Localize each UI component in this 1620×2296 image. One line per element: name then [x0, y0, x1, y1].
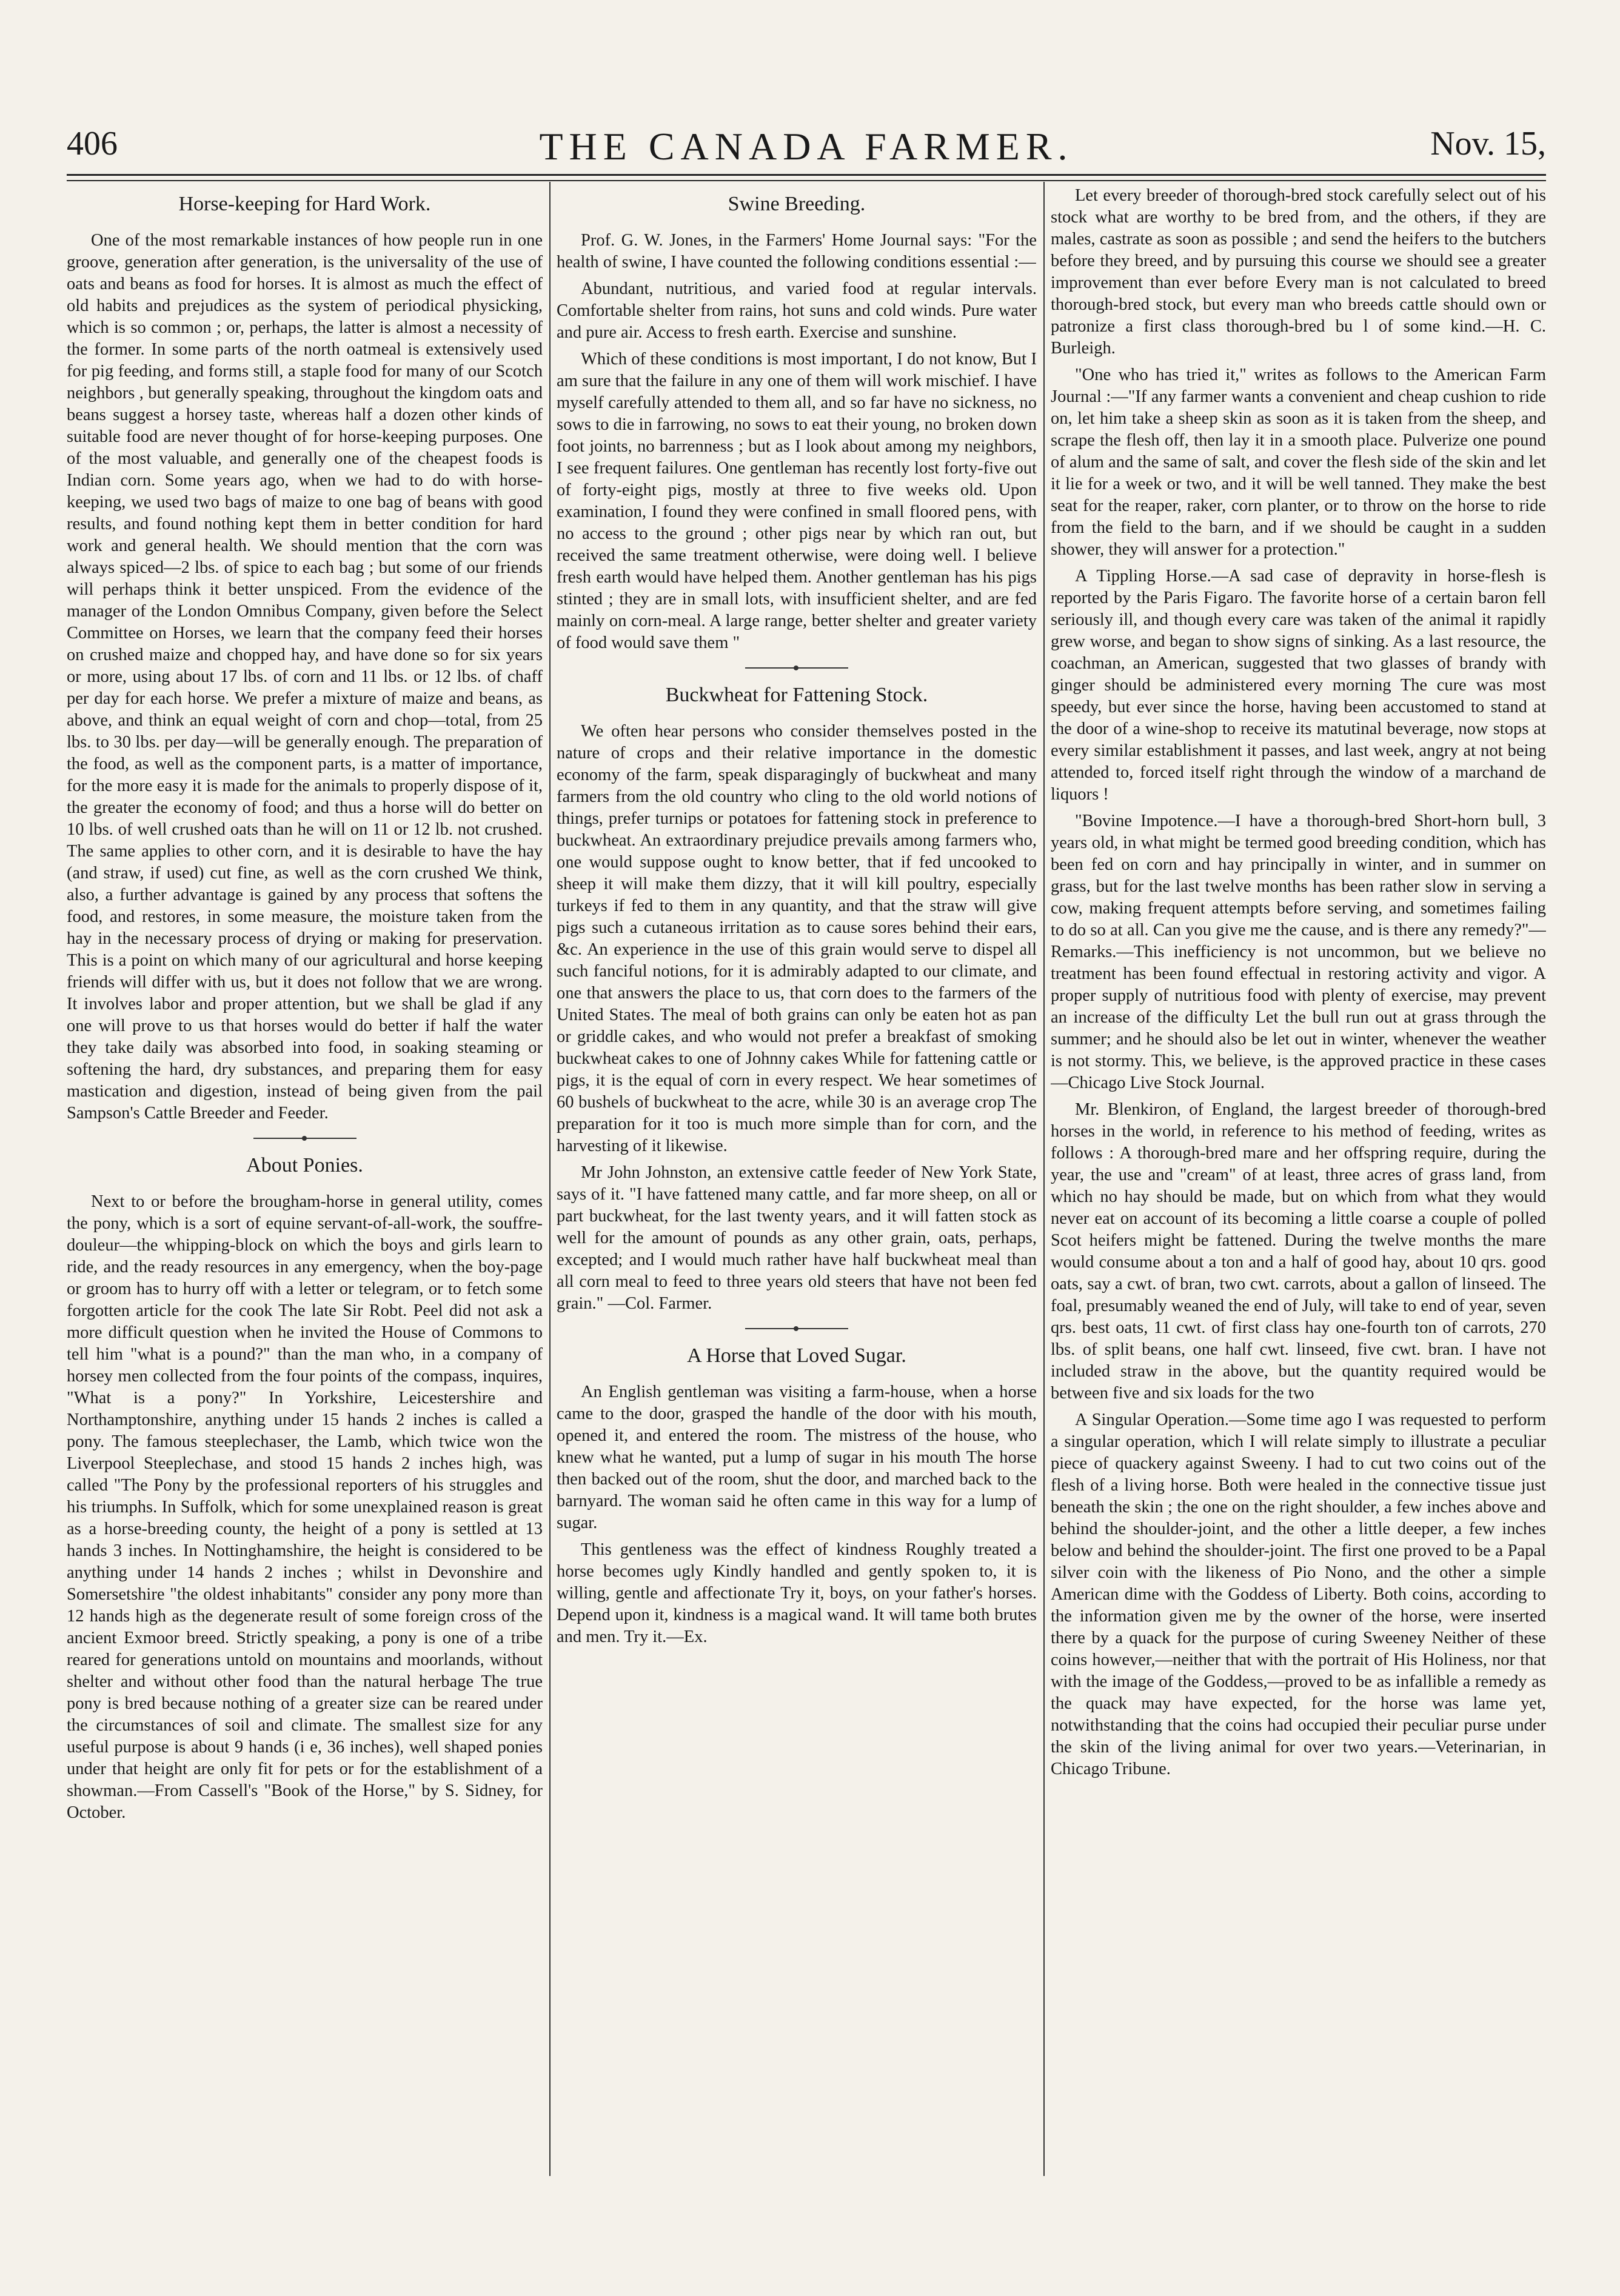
article-paragraph: This gentleness was the effect of kindness Roughly treated a horse becomes ugly Kindly handled and gently spoken to, it is willing, gentle and affectionate Try it, boys, on your father's horses. Depend upon it, kindness is a magical wand. It will tame both brutes and men. Try it.—Ex. — [557, 1540, 1037, 1646]
column-divider — [1043, 182, 1045, 2176]
masthead — [67, 124, 1546, 179]
article-paragraph: Let every breeder of thorough-bred stock carefully select out of his stock what are worthy to be bred from, and the others, if they are males, castrate as soon as possible ; and send the heifers to the butchers before they breed, and by pursuing this course we should see a greater improvement than ever before Every man is not calculated to breed thorough-bred stock, but every man who breeds cattle should own or patronize a first class thorough-bred bu l of some kind.—H. C. Burleigh. — [1051, 186, 1546, 358]
article-paragraph: One of the most remarkable instances of how people run in one groove, generation after generation, is the universality of the use of oats and beans as food for horses. It is almost as much the effect of old habits and prejudices as the system of periodical physicking, which is so common ; or, perhaps, the latter is almost a necessity of the former. In some parts of the north oatmeal is extensively used for pig feeding, and forms still, a staple food for many of our Scotch neighbors , but generally speaking, throughout the kingdom oats and beans suggest a horsey taste, whereas half a dozen other kinds of suitable food are never thought of for horse-keeping purposes. One of the most valuable, and generally one of the cheapest foods is Indian corn. Some years ago, when we had to do with horse-keeping, we used two bags of maize to one bag of beans with good results, and found nothing kept them in better condition for hard work and general health. We should mention that the corn was always spiced—2 lbs. of spice to each bag ; but some of our friends will perhaps think it better unspiced. From the evidence of the manager of the London Omnibus Company, given before the Select Committee on Horses, we learn that the company feed their horses on crushed maize and chopped hay, and have done so for six years or more, using about 17 lbs. of corn and 11 lbs. or 12 lbs. of chaff per day for each horse. We prefer a mixture of maize and beans, as above, and think an equal weight of corn and chop—total, from 25 lbs. to 30 lbs. per day—will be generally enough. The preparation of the food, as well as the component parts, is a matter of importance, for the more easy it is made for the animals to properly dispose of it, the greater the economy of food; and thus a horse will do better on 10 lbs. of well crushed oats than he will on 11 or 12 lb. not crushed. The same applies to other corn, and it is desirable to have the hay (and straw, if used) cut fine, as well as the corn crushed We think, also, a further advantage is gained by any process that softens the food, and restores, in some measure, the moisture taken from the hay in the necessary process of drying or making for preservation. This is a point on which many of our agricultural and horse keeping friends will differ with us, but it does not follow that we are wrong. It involves labor and proper attention, but we shall be glad if any one will prove to us that horses would do better if half the water they take daily was absorbed into food, in soaking steaming or softening the hard, dry substances, and preparing them for easy mastication and digestion, instead of being given from the pail Sampson's Cattle Breeder and Feeder. — [67, 231, 543, 1123]
article-title: Swine Breeding. — [728, 193, 866, 215]
article-title: About Ponies. — [246, 1154, 363, 1176]
header-rule-thin — [67, 180, 1546, 181]
section-separator — [253, 1138, 356, 1139]
article-title: Horse-keeping for Hard Work. — [178, 193, 431, 215]
article-paragraph: "One who has tried it," writes as follows to the American Farm Journal :—"If any farmer wants a convenient and cheap cushion to ride on, let him take a sheep skin as soon as it is taken from the sheep, and scrape the flesh off, then lay it in a smooth place. Pulverize one pound of alum and the same of salt, and cover the flesh side of the skin and let it lie for a week or two, and it will be well tanned. They make the best seat for the reaper, raker, corn planter, or to throw on the horse to ride from the field to the barn, and if we should be caught in a sudden shower, they will answer for a protection." — [1051, 365, 1546, 559]
column-1 — [67, 185, 543, 2173]
article-title: A Horse that Loved Sugar. — [687, 1344, 906, 1367]
header-rule — [67, 174, 1546, 176]
article-paragraph: We often hear persons who consider themselves posted in the nature of crops and their relative importance in the domestic economy of the farm, speak disparagingly of buckwheat and many farmers from the old country who cling to the old world notions of things, prefer turnips or potatoes for fattening stock in preference to buckwheat. An extraordinary prejudice prevails among farmers who, one would suppose ought to know better, that if fed uncooked to sheep it will make them dizzy, that it will kill poultry, especially turkeys if fed to them in any quantity, and that the straw will give pigs such a cutaneous irritation as to cause sores behind their ears, &c. An experience in the use of this grain would serve to dispel all such fanciful notions, for it is admirably adapted to our climate, and one that answers the place to us, that corn does to the farmers of the United States. The meal of both grains can only be eaten hot as pan or griddle cakes, and who would not prefer a breakfast of smoking buckwheat cakes to one of Johnny cakes While for fattening cattle or pigs, it is the equal of corn in every respect. We hear sometimes of 60 bushels of buckwheat to the acre, while 30 is an average crop The preparation for it too is much more simple than for corn, and the harvesting of it likewise. — [557, 722, 1037, 1155]
article-paragraph: "Bovine Impotence.—I have a thorough-bred Short-horn bull, 3 years old, in what might be termed good breeding condition, which has been fed on corn and hay principally in winter, and in summer on grass, but for the last twelve months has been rather slow in serving a cow, making frequent attempts before serving, and sometimes failing to do so at all. Can you give me the cause, and is there any remedy?"—Remarks.—This inefficiency is not uncommon, but we believe no treatment has been found effectual in restoring activity and vigor. A proper supply of nutritious food with plenty of exercise, may prevent an increase of the difficulty Let the bull run out at grass through the summer; and he should also be let out in winter, whenever the weather is not stormy. This, we believe, is the approved practice in these cases —Chicago Live Stock Journal. — [1051, 812, 1546, 1092]
page-number: 406 — [67, 125, 118, 162]
page-title: THE CANADA FARMER. — [539, 125, 1074, 168]
article-paragraph: Mr John Johnston, an extensive cattle feeder of New York State, says of it. "I have fattened many cattle, and far more sheep, on all or part buckwheat, for the last twenty years, and it will fatten stock as well for the amount of pounds as any other grain, oats, perhaps, excepted; and I would much rather have half buckwheat meal than all corn meal to feed to three years old steers that have not been fed grain." —Col. Farmer. — [557, 1163, 1037, 1313]
column-3 — [1051, 185, 1546, 2173]
article-paragraph: A Tippling Horse.—A sad case of depravity in horse-flesh is reported by the Paris Figaro. The favorite horse of a certain baron fell seriously ill, and though every care was taken of the animal it rapidly grew worse, and began to show signs of sinking. As a last resource, the coachman, an American, suggested that two glasses of brandy with ginger should be administered every morning The cure was most speedy, but ever since the horse, having been accustomed to stand at the door of a wine-shop to receive its matutinal beverage, now stops at every similar establishment it passes, and last week, angry at not being attended to, forced itself right through the window of a marchand de liquors ! — [1051, 567, 1546, 804]
article-paragraph: Which of these conditions is most important, I do not know, But I am sure that the failure in any one of them will work mischief. I have myself carefully attended to them all, and so far have no sickness, no sows to die in farrowing, no sows to eat their young, no broken down foot joints, no barrenness ; but as I look about among my neighbors, I see frequent failures. One gentleman has recently lost forty-five out of forty-eight pigs, mostly at three to five weeks old. Upon examination, I found they were confined in small floored pens, with no access to the ground ; other pigs near by which ran out, but received the same treatment otherwise, were doing well. I believe fresh earth would have helped them. Another gentleman has his pigs stinted ; they are in small lots, with insufficient shelter, and are fed mainly on corn-meal. A large range, better shelter and greater variety of food would save them " — [557, 350, 1037, 652]
article-paragraph: Mr. Blenkiron, of England, the largest breeder of thorough-bred horses in the world, in reference to his method of feeding, writes as follows : A thorough-bred mare and her offspring require, during the year, the use and "cream" of at least, three acres of grass land, from which no hay should be made, but on which from what they would never eat on account of its becoming a little coarse a couple of polled Scot heifers might be fattened. During the twelve months the mare would consume about a ton and a half of good hay, about 10 qrs. good oats, say a cwt. of bran, two cwt. carrots, about a gallon of linseed. The foal, presumably weaned the end of July, will take to end of year, seven qrs. best oats, 11 cwt. of first class hay one-fourth ton of carrots, 270 lbs. of split beans, one half cwt. linseed, five cwt. bran. I have not included straw in the above, but the quantity required would be between five and six loads for the two — [1051, 1100, 1546, 1403]
column-2 — [557, 185, 1037, 2173]
section-separator — [745, 667, 848, 669]
article-paragraph: An English gentleman was visiting a farm-house, when a horse came to the door, grasped the handle of the door with his mouth, opened it, and entered the room. The mistress of the house, who knew what he wanted, put a lump of sugar in his mouth The horse then backed out of the room, shut the door, and marched back to the barnyard. The woman said he often came in this way for a lump of sugar. — [557, 1383, 1037, 1532]
article-paragraph: Prof. G. W. Jones, in the Farmers' Home Journal says: "For the health of swine, I have counted the following conditions essential :— — [557, 231, 1037, 272]
article-paragraph: A Singular Operation.—Some time ago I was requested to perform a singular operation, which I will relate simply to illustrate a peculiar piece of quackery against Sweeny. I had to cut two coins out of the flesh of a living horse. Both were healed in the connective tissue just beneath the skin ; the one on the right shoulder, a few inches above and behind the shoulder-joint, and the other a little deeper, a few inches below and behind the shoulder-joint. The first one proved to be a Papal silver coin with the likeness of Pio Nono, and the other a simple American dime with the Goddess of Liberty. Both coins, according to the information given me by the owner of the horse, were inserted there by a quack for the purpose of curing Sweeney Neither of these coins however,—neither that with the portrait of His Holiness, nor that with the image of the Goddess,—proved to be as infallible a remedy as the quack may have expected, for the horse was lame yet, notwithstanding that the coins had occupied their peculiar purse under the skin of the living animal for over two years.—Veterinarian, in Chicago Tribune. — [1051, 1410, 1546, 1778]
article-paragraph: Next to or before the brougham-horse in general utility, comes the pony, which is a sort of equine servant-of-all-work, the souffre-douleur—the whipping-block on which the boys and girls learn to ride, and the ready resources in any emergency, when the boy-page or groom has to hurry off with a letter or telegram, or to fetch some forgotten article for the cook The late Sir Robt. Peel did not ask a more difficult question when he invited the House of Commons to tell him "what is a pound?" than the man who, in a company of horsey men collected from the four points of the compass, inquires, "What is a pony?" In Yorkshire, Leicestershire and Northamptonshire, anything under 15 hands 2 inches is called a pony. The famous steeplechaser, the Lamb, which twice won the Liverpool Steeplechase, and stood 15 hands 2 inches high, was called "The Pony by the professional reporters of his struggles and his triumphs. In Suffolk, which for some unexplained reason is great as a horse-breeding county, the height of a pony is settled at 13 hands 3 inches. In Nottinghamshire, the height is considered to be anything under 14 hands 2 inches ; whilst in Devonshire and Somersetshire "the oldest inhabitants" consider any pony more than 12 hands high as the degenerate result of some foreign cross of the ancient Exmoor breed. Strictly speaking, a pony is one of a tribe reared for generations untold on mountains and moorlands, without shelter and without other food than the natural herbage The true pony is bred because nothing of a greater size can be reared under the circumstances of soil and climate. The smallest size for any useful purpose is about 9 hands (i e, 36 inches), well shaped ponies under that height are only fit for pets or for the establishment of a showman.—From Cassell's "Book of the Horse," by S. Sidney, for October. — [67, 1192, 543, 1822]
article-title: Buckwheat for Fattening Stock. — [665, 684, 928, 706]
article-paragraph: Abundant, nutritious, and varied food at regular intervals. Comfortable shelter from rains, hot suns and cold winds. Pure water and pure air. Access to fresh earth. Exercise and sunshine. — [557, 279, 1037, 342]
issue-date: Nov. 15, — [1430, 125, 1546, 162]
column-divider — [549, 182, 551, 2176]
section-separator — [745, 1328, 848, 1329]
